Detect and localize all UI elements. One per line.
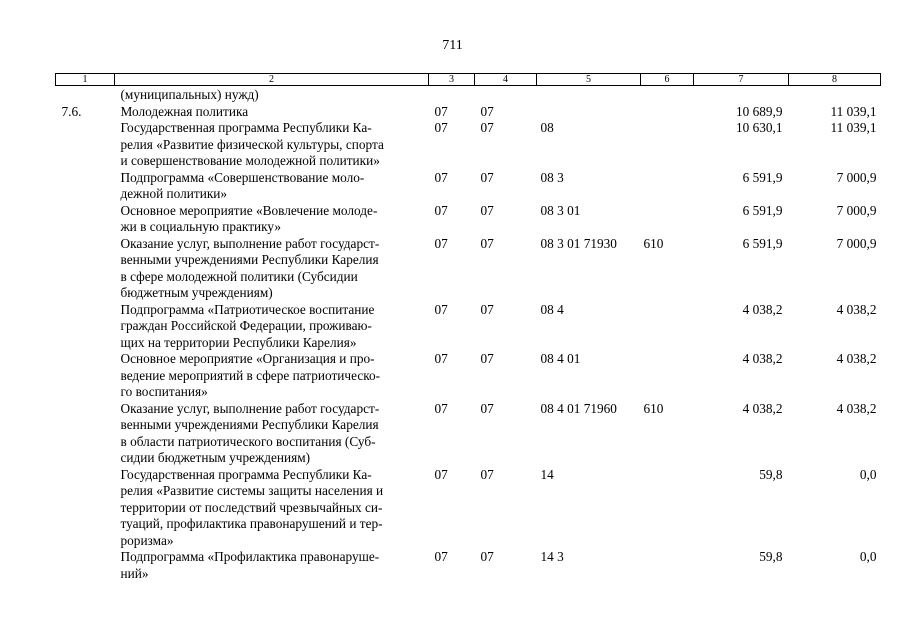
- row-name-line: Оказание услуг, выполнение работ государст-: [120, 235, 380, 251]
- row-name-line: и совершенствование молодежной политики»: [120, 153, 380, 168]
- amount-year-2: [789, 86, 881, 104]
- section-code: 07: [434, 202, 448, 218]
- amount-year-2: 7 000,9: [836, 169, 877, 185]
- table-row: [56, 236, 881, 302]
- row-name: [115, 549, 429, 582]
- subsection-code: 07: [480, 235, 494, 251]
- amount-year-1: 6 591,9: [742, 235, 783, 251]
- expense-type-code: [641, 104, 694, 121]
- row-name-line: туаций, профилактика правонарушений и тер-: [120, 516, 383, 531]
- row-name-line: Молодежная политика: [120, 103, 249, 119]
- row-name-line: Основное мероприятие «Организация и про-: [120, 351, 375, 366]
- column-header: 6: [641, 74, 694, 86]
- row-number: 7.6.: [61, 103, 82, 119]
- column-header: 7: [694, 74, 789, 86]
- section-code: 07: [434, 549, 448, 564]
- row-name: [115, 302, 429, 352]
- expense-type-code: [641, 549, 694, 582]
- subsection-code: 07: [480, 301, 494, 317]
- target-article-code: [537, 86, 641, 104]
- expense-type-code: [641, 170, 694, 203]
- section-code: 07: [434, 169, 448, 185]
- section-code: 07: [434, 120, 448, 135]
- target-article-code: 08 4 01 71960: [540, 400, 617, 416]
- expense-type-code: [641, 302, 694, 352]
- row-name-line: венными учреждениями Республики Карелия: [120, 417, 379, 432]
- table-row: [56, 302, 881, 352]
- column-number-header-row: [56, 74, 881, 86]
- row-name-line: Подпрограмма «Совершенствование моло-: [120, 169, 365, 185]
- subsection-code: 07: [480, 351, 494, 366]
- table-row: [56, 401, 881, 467]
- row-name-line: Основное мероприятие «Вовлечение молоде-: [120, 202, 378, 218]
- row-number: [56, 120, 115, 170]
- row-name: [115, 104, 429, 121]
- subsection-code: 07: [480, 466, 494, 482]
- table-row: [56, 203, 881, 236]
- target-article-code: 08: [540, 120, 554, 135]
- row-name: [115, 86, 429, 104]
- amount-year-1: 6 591,9: [742, 202, 783, 218]
- row-name-line: в сфере молодежной политики (Субсидии: [120, 268, 358, 284]
- row-name-line: ний»: [120, 565, 149, 581]
- column-header: 1: [56, 74, 115, 86]
- subsection-code: 07: [480, 400, 494, 416]
- budget-table: [55, 73, 881, 582]
- amount-year-2: 4 038,2: [836, 400, 877, 416]
- expense-type-code: [641, 467, 694, 550]
- row-name-line: в области патриотического воспитания (Суб-: [120, 433, 376, 449]
- column-header: 3: [429, 74, 475, 86]
- expense-type-code: [641, 120, 694, 170]
- amount-year-1: 59,8: [759, 549, 783, 564]
- row-name: [115, 401, 429, 467]
- row-name-line: роризма»: [120, 532, 174, 548]
- amount-year-2: 7 000,9: [836, 235, 877, 251]
- table-row: [56, 86, 881, 104]
- amount-year-2: 11 039,1: [830, 103, 877, 119]
- row-name-line: щих на территории Республики Карелия»: [120, 334, 357, 350]
- row-name-line: релия «Развитие системы защиты населения и: [120, 483, 384, 498]
- column-header: 8: [789, 74, 881, 86]
- section-code: 07: [434, 103, 448, 119]
- row-name-line: релия «Развитие физической культуры, спорта: [120, 136, 384, 152]
- target-article-code: 08 3: [540, 169, 564, 185]
- table-row: [56, 351, 881, 401]
- amount-year-1: 4 038,2: [742, 301, 783, 317]
- row-number: [56, 86, 115, 104]
- row-name-line: жи в социальную практику»: [120, 219, 282, 234]
- subsection-code: 07: [480, 549, 494, 564]
- amount-year-2: 0,0: [859, 549, 877, 564]
- target-article-code: 08 4: [540, 301, 564, 317]
- amount-year-1: [694, 86, 789, 104]
- row-number: [56, 302, 115, 352]
- row-name-line: венными учреждениями Республики Карелия: [120, 252, 379, 267]
- row-name-line: Государственная программа Республики Ка-: [120, 120, 372, 135]
- row-number: [56, 549, 115, 582]
- row-name: [115, 170, 429, 203]
- expense-type-code: 610: [643, 400, 664, 416]
- expense-type-code: [641, 86, 694, 104]
- row-name-line: дежной политики»: [120, 186, 228, 201]
- table-row: [56, 104, 881, 121]
- target-article-code: 08 3 01: [540, 202, 581, 218]
- target-article-code: 14 3: [540, 549, 564, 564]
- row-name: [115, 467, 429, 550]
- row-name-line: бюджетным учреждениям): [120, 285, 273, 300]
- row-name-line: сидии бюджетным учреждениям): [120, 450, 311, 465]
- amount-year-1: 6 591,9: [742, 169, 783, 185]
- amount-year-1: 4 038,2: [742, 400, 783, 416]
- amount-year-2: 0,0: [859, 466, 877, 482]
- amount-year-1: 10 689,9: [735, 103, 783, 119]
- target-article-code: 14: [540, 466, 554, 482]
- row-name-line: Подпрограмма «Патриотическое воспитание: [120, 301, 375, 317]
- amount-year-2: 7 000,9: [836, 202, 877, 218]
- section-code: 07: [434, 235, 448, 251]
- row-name-line: Подпрограмма «Профилактика правонаруше-: [120, 549, 380, 564]
- target-article-code: [537, 104, 641, 121]
- amount-year-2: 4 038,2: [836, 351, 877, 366]
- row-number: [56, 401, 115, 467]
- row-name-line: территории от последствий чрезвычайных си-: [120, 499, 383, 515]
- expense-type-code: [641, 203, 694, 236]
- row-number: [56, 203, 115, 236]
- row-number: [56, 236, 115, 302]
- table-body: [56, 86, 881, 583]
- amount-year-1: 4 038,2: [742, 351, 783, 366]
- row-number: [56, 351, 115, 401]
- row-name: [115, 203, 429, 236]
- table-row: [56, 549, 881, 582]
- row-number: [56, 467, 115, 550]
- row-name-line: Оказание услуг, выполнение работ государст-: [120, 400, 380, 416]
- row-number: [56, 170, 115, 203]
- section-code: [429, 86, 475, 104]
- row-name-line: (муниципальных) нужд): [120, 87, 259, 102]
- column-header: 2: [115, 74, 429, 86]
- section-code: 07: [434, 400, 448, 416]
- row-name: [115, 351, 429, 401]
- table-row: [56, 467, 881, 550]
- subsection-code: 07: [480, 169, 494, 185]
- row-name-line: го воспитания»: [120, 384, 208, 399]
- row-name: [115, 236, 429, 302]
- expense-type-code: [641, 351, 694, 401]
- target-article-code: 08 4 01: [540, 351, 581, 366]
- subsection-code: 07: [480, 120, 494, 135]
- table-row: [56, 120, 881, 170]
- section-code: 07: [434, 466, 448, 482]
- section-code: 07: [434, 301, 448, 317]
- column-header: 5: [537, 74, 641, 86]
- amount-year-1: 10 630,1: [735, 120, 783, 135]
- row-name-line: ведение мероприятий в сфере патриотическо-: [120, 367, 381, 383]
- row-name-line: Государственная программа Республики Ка-: [120, 466, 372, 482]
- subsection-code: [475, 86, 537, 104]
- expense-type-code: 610: [643, 235, 664, 251]
- section-code: 07: [434, 351, 448, 366]
- amount-year-2: 11 039,1: [830, 120, 877, 135]
- amount-year-2: 4 038,2: [836, 301, 877, 317]
- amount-year-1: 59,8: [759, 466, 783, 482]
- subsection-code: 07: [480, 103, 494, 119]
- row-name-line: граждан Российской Федерации, проживаю-: [120, 318, 372, 333]
- column-header: 4: [475, 74, 537, 86]
- page-number: 711: [442, 38, 463, 53]
- target-article-code: 08 3 01 71930: [540, 235, 617, 251]
- table-row: [56, 170, 881, 203]
- row-name: [115, 120, 429, 170]
- subsection-code: 07: [480, 202, 494, 218]
